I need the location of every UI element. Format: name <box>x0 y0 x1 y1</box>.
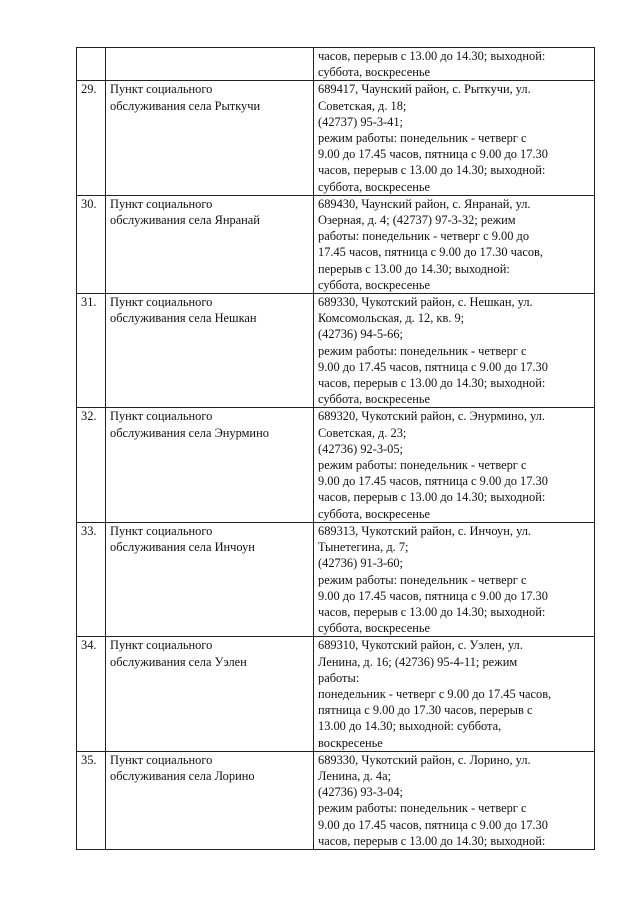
table-row <box>77 195 595 293</box>
social-service-points-table <box>76 47 595 850</box>
table-body <box>77 48 595 850</box>
point-name: Пункт социального обслуживания села Янранай <box>106 195 314 293</box>
point-details: 689313, Чукотский район, с. Инчоун, ул. Тынетегина, д. 7; (42736) 91-3-60; режим работы: понедельник - четверг с 9.00 до 17.45 часов, пятница с 9.00 до 17.30 часов, перерыв с 13.00 до 14.30; выходной: суббота, воскресенье <box>314 522 595 636</box>
point-details: 689417, Чаунский район, с. Рыткучи, ул. Советская, д. 18; (42737) 95-3-41; режим работы: понедельник - четверг с 9.00 до 17.45 часов, пятница с 9.00 до 17.30 часов, перерыв с 13.00 до 14.30; выходной: суббота, воскресенье <box>314 81 595 195</box>
table-row <box>77 751 595 849</box>
point-name: Пункт социального обслуживания села Уэлен <box>106 637 314 751</box>
point-details: 689320, Чукотский район, с. Энурмино, ул. Советская, д. 23; (42736) 92-3-05; режим работы: понедельник - четверг с 9.00 до 17.45 часов, пятница с 9.00 до 17.30 часов, перерыв с 13.00 до 14.30; выходной: суббота, воскресенье <box>314 408 595 522</box>
point-name <box>106 48 314 81</box>
point-name: Пункт социального обслуживания села Нешкан <box>106 294 314 408</box>
row-number: 35. <box>77 751 106 849</box>
point-name: Пункт социального обслуживания села Инчоун <box>106 522 314 636</box>
table-row <box>77 637 595 751</box>
point-details: часов, перерыв с 13.00 до 14.30; выходной: суббота, воскресенье <box>314 48 595 81</box>
row-number: 31. <box>77 294 106 408</box>
row-number <box>77 48 106 81</box>
row-number: 32. <box>77 408 106 522</box>
point-details: 689310, Чукотский район, с. Уэлен, ул. Ленина, д. 16; (42736) 95-4-11; режим работы: понедельник - четверг с 9.00 до 17.45 часов, пятница с 9.00 до 17.30 часов, перерыв с 13.00 до 14.30; выходной: суббота, воскресенье <box>314 637 595 751</box>
table-row <box>77 81 595 195</box>
point-name: Пункт социального обслуживания села Энурмино <box>106 408 314 522</box>
row-number: 33. <box>77 522 106 636</box>
table-row-continuation <box>77 48 595 81</box>
table-row <box>77 408 595 522</box>
point-name: Пункт социального обслуживания села Лорино <box>106 751 314 849</box>
row-number: 34. <box>77 637 106 751</box>
point-name: Пункт социального обслуживания села Рыткучи <box>106 81 314 195</box>
row-number: 30. <box>77 195 106 293</box>
point-details: 689330, Чукотский район, с. Нешкан, ул. Комсомольская, д. 12, кв. 9; (42736) 94-5-66; режим работы: понедельник - четверг с 9.00 до 17.45 часов, пятница с 9.00 до 17.30 часов, перерыв с 13.00 до 14.30; выходной: суббота, воскресенье <box>314 294 595 408</box>
point-details: 689330, Чукотский район, с. Лорино, ул. Ленина, д. 4а; (42736) 93-3-04; режим работы: понедельник - четверг с 9.00 до 17.45 часов, пятница с 9.00 до 17.30 часов, перерыв с 13.00 до 14.30; выходной: <box>314 751 595 849</box>
point-details: 689430, Чаунский район, с. Янранай, ул. Озерная, д. 4; (42737) 97-3-32; режим работы: понедельник - четверг с 9.00 до 17.45 часов, пятница с 9.00 до 17.30 часов, перерыв с 13.00 до 14.30; выходной: суббота, воскресенье <box>314 195 595 293</box>
table-row <box>77 294 595 408</box>
table-row <box>77 522 595 636</box>
row-number: 29. <box>77 81 106 195</box>
